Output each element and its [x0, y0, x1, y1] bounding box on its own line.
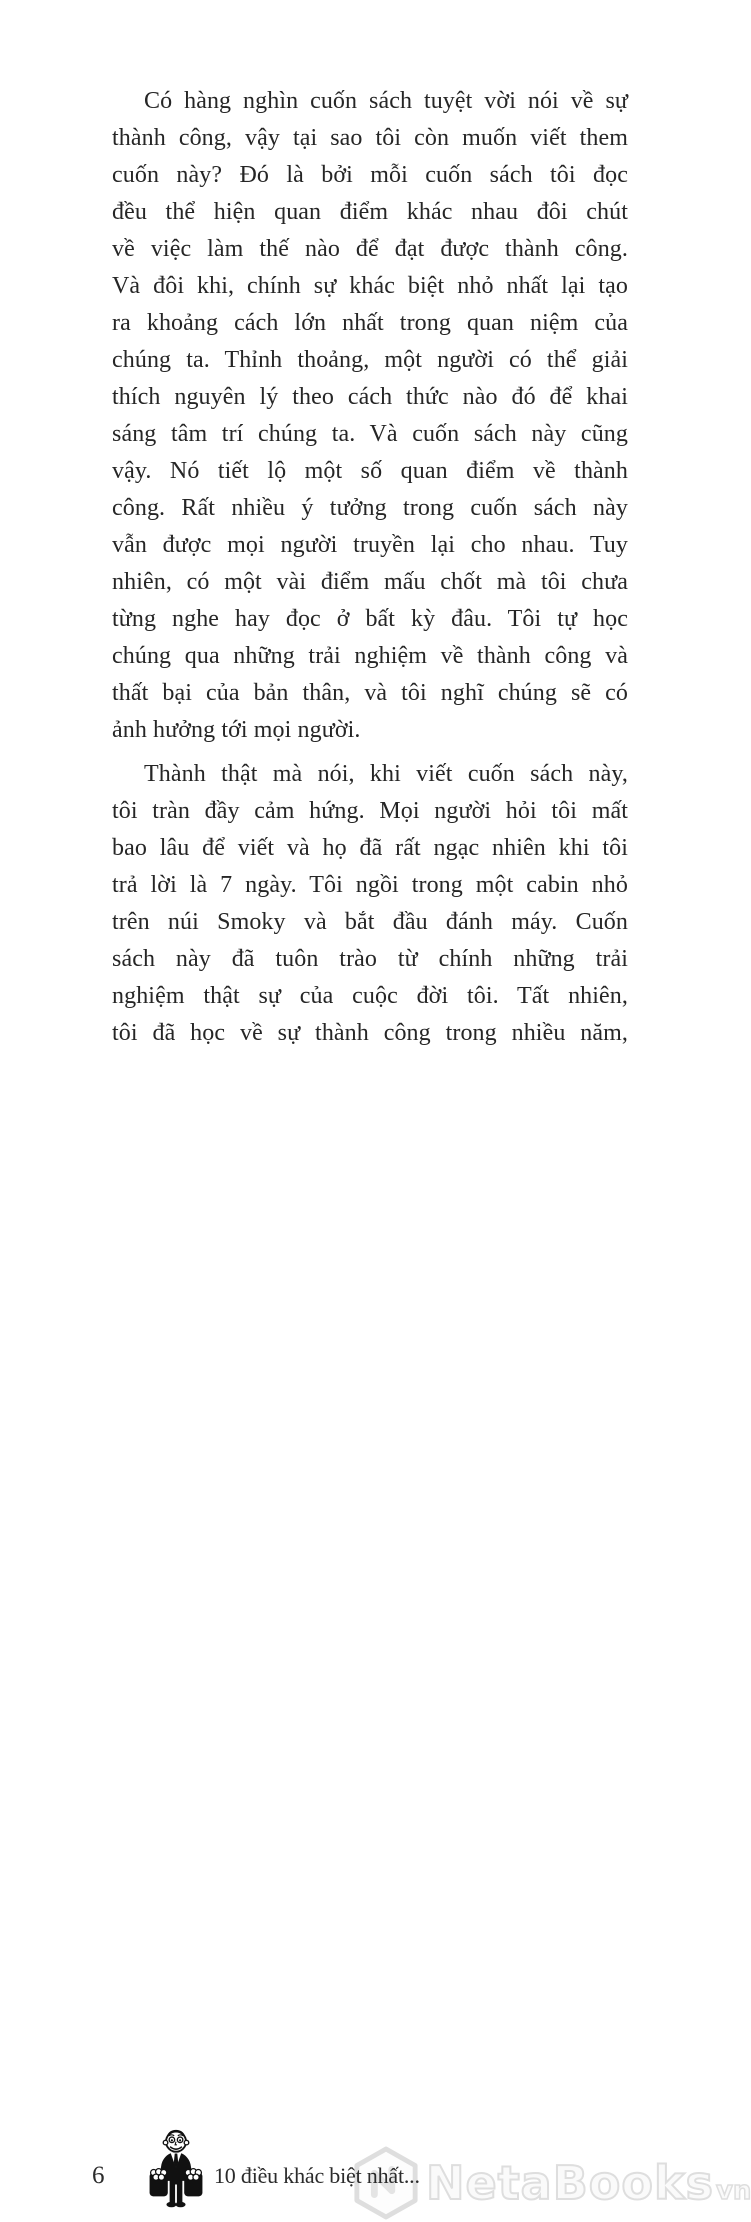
text-line: thất bại của bản thân, và tôi nghĩ chúng sẽ có: [112, 680, 628, 706]
watermark-text: NetaBooks: [426, 2156, 714, 2210]
text-line: thành công, vậy tại sao tôi còn muốn viết them: [112, 125, 628, 151]
text-line: trên núi Smoky và bắt đầu đánh máy. Cuốn: [112, 909, 628, 935]
text-line: tôi tràn đầy cảm hứng. Mọi người hỏi tôi mất: [112, 798, 628, 824]
text-line: trả lời là 7 ngày. Tôi ngồi trong một cabin nhỏ: [112, 872, 628, 898]
running-title: 10 điều khác biệt nhất...: [214, 2163, 420, 2188]
page-number: 6: [92, 2162, 105, 2189]
paragraph-1: [112, 83, 628, 749]
text-line: Thành thật mà nói, khi viết cuốn sách này,: [144, 761, 628, 787]
text-line: ra khoảng cách lớn nhất trong quan niệm của: [112, 310, 628, 336]
watermark-suffix: vn: [715, 2176, 751, 2206]
text-line: cuốn này? Đó là bởi mỗi cuốn sách tôi đọc: [112, 162, 628, 188]
text-line: tôi đã học về sự thành công trong nhiều năm,: [112, 1020, 628, 1046]
text-line: Có hàng nghìn cuốn sách tuyệt vời nói về sự: [144, 88, 628, 114]
text-line: bao lâu để viết và họ đã rất ngạc nhiên khi tôi: [112, 835, 628, 861]
paragraph-2: [112, 756, 628, 1052]
page-footer: [0, 1060, 751, 2210]
text-line: nhiên, có một vài điểm mấu chốt mà tôi chưa: [112, 569, 628, 595]
text-line: nghiệm thật sự của cuộc đời tôi. Tất nhiên,: [112, 983, 628, 1009]
watermark-text-group: [426, 2156, 751, 2210]
text-line: sáng tâm trí chúng ta. Và cuốn sách này cũng: [112, 421, 628, 447]
text-line: Và đôi khi, chính sự khác biệt nhỏ nhất lại tạo: [112, 273, 628, 299]
text-line: ảnh hưởng tới mọi người.: [112, 717, 361, 743]
money-man-icon: [148, 2128, 204, 2210]
text-line: đều thể hiện quan điểm khác nhau đôi chút: [112, 199, 628, 225]
text-line: chúng qua những trải nghiệm về thành công và: [112, 643, 628, 669]
text-line: công. Rất nhiều ý tưởng trong cuốn sách này: [112, 495, 628, 521]
text-line: vẫn được mọi người truyền lại cho nhau. Tuy: [112, 532, 628, 558]
body-text: [112, 83, 628, 1052]
text-line: từng nghe hay đọc ở bất kỳ đâu. Tôi tự học: [112, 606, 628, 632]
text-line: vậy. Nó tiết lộ một số quan điểm về thành: [112, 458, 628, 484]
text-line: chúng ta. Thỉnh thoảng, một người có thể giải: [112, 347, 628, 373]
text-line: sách này đã tuôn trào từ chính những trải: [112, 946, 628, 972]
text-line: thích nguyên lý theo cách thức nào đó để khai: [112, 384, 628, 410]
text-line: về việc làm thế nào để đạt được thành công.: [112, 236, 628, 262]
